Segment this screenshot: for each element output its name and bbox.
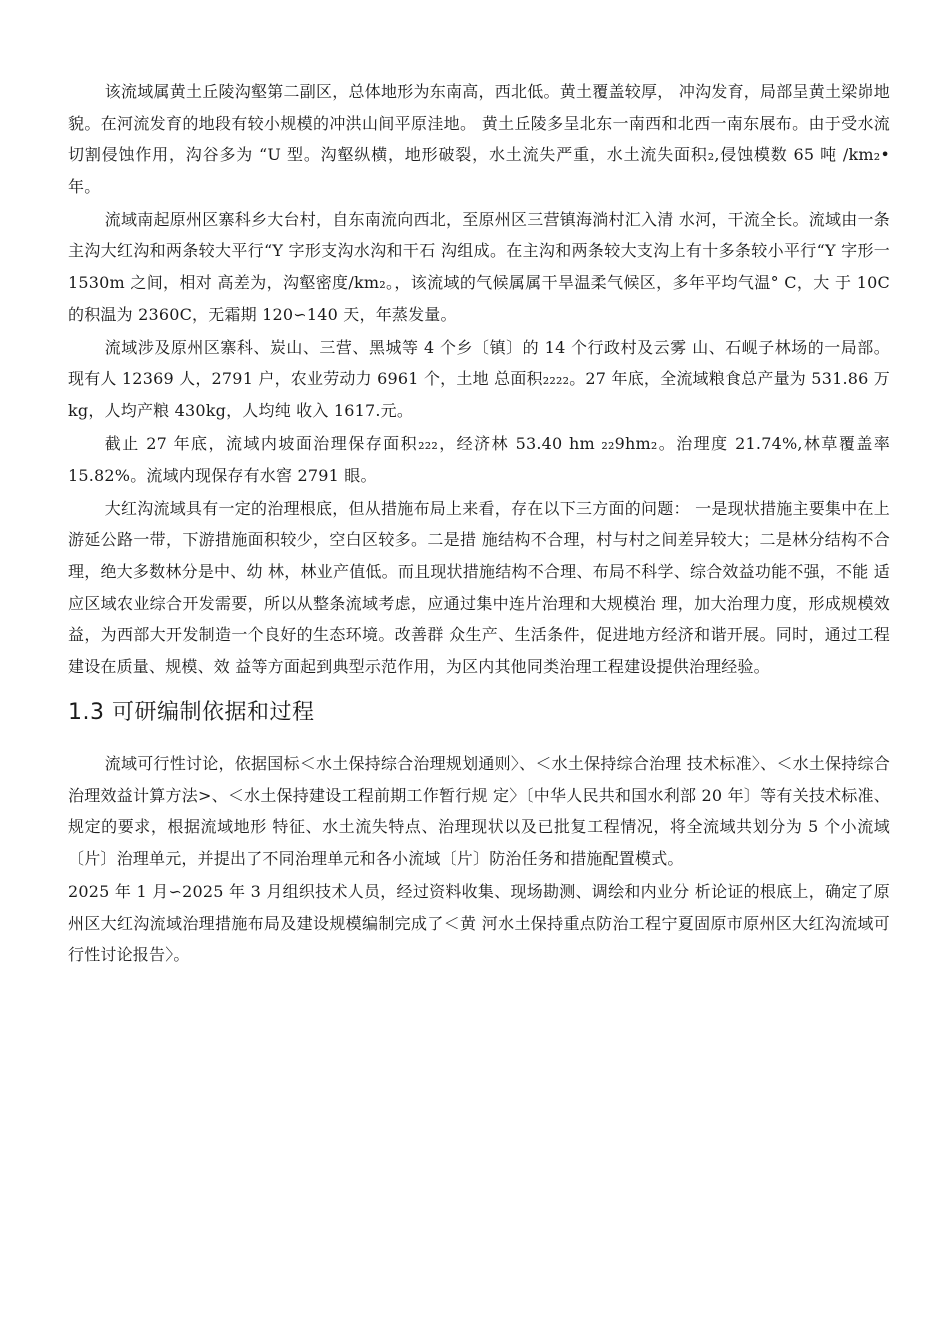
paragraph-terrain: 该流域属黄土丘陵沟壑第二副区，总体地形为东南高，西北低。黄土覆盖较厚， 冲沟发育，局部呈黄土梁峁地貌。在河流发育的地段有较小规模的冲洪山间平原洼地。 黄土丘陵多呈北东一南西和北西一南东展布。由于受水流切割侵蚀作用，沟谷多为 “U 型。沟壑纵横，地形破裂，水土流失严重，水土流失面积₂,侵蚀模数 65 吨 /km₂•年。 (68, 82, 890, 196)
paragraph-basis: 流域可行性讨论，依据国标＜水土保持综合治理规划通则〉、＜水土保持综合治理 技术标准〉、＜水土保持综合治理效益计算方法>、＜水土保持建设工程前期工作暂行规 定〉〔中华人民共和国水利部 20 年〕等有关技术标准、规定的要求，根据流域地形 特征、水土流失特点、治理现状以及已批复工程情况，将全流域共划分为 5 个小流域 〔片〕治理单元，并提出了不同治理单元和各小流域〔片〕防治任务和措施配置模式。 (68, 754, 890, 869)
paragraph-treatment-status: 截止 27 年底，流域内坡面治理保存面积₂₂₂，经济林 53.40 hm ₂₂9hm₂。治理度 21.74%,林草覆盖率 15.82%。流域内现保存有水窖 2791 眼。 (68, 434, 890, 485)
paragraph-problems: 大红沟流域具有一定的治理根底，但从措施布局上来看，存在以下三方面的问题： 一是现状措施主要集中在上游延公路一带，下游措施面积较少，空白区较多。二是措 施结构不合理，村与村之间差异较大；二是林分结构不合理，绝大多数林分是中、幼 林，林业产值低。而且现状措施结构不合理、布局不科学、综合效益功能不强，不能 适应区域农业综合开发需要，所以从整条流域考虑，应通过集中连片治理和大规模治 理，加大治理力度，形成规模效益，为西部大开发制造一个良好的生态环境。改善群 众生产、生活条件，促进地方经济和谐开展。同时，通过工程建设在质量、规模、效 益等方面起到典型示范作用，为区内其他同类治理工程建设提供治理经验。 (68, 498, 890, 676)
section-heading-1-3: 1.3 可研编制依据和过程 (68, 700, 315, 726)
paragraph-process: 2025 年 1 月∽2025 年 3 月组织技术人员，经过资料收集、现场勘测、调绘和内业分 析论证的根底上，确定了原州区大红沟流域治理措施布局及建设规模编制完成了＜黄 河水土保持重点防治工程宁夏固原市原州区大红沟流域可行性讨论报告〉。 (68, 882, 890, 965)
paragraph-watershed-extent: 流域南起原州区寨科乡大台村，自东南流向西北，至原州区三营镇海淌村汇入清 水河，干流全长。流域由一条主沟大红沟和两条较大平行“Y 字形支沟水沟和干石 沟组成。在主沟和两条较大支沟上有十多条较小平行“Y 字形一 1530m 之间，相对 高差为，沟壑密度/km₂。，该流域的气候属属干旱温柔气候区，多年平均气温° C，大 于 10C 的积温为 2360C，无霜期 120∽140 天，年蒸发量。 (68, 209, 890, 324)
document-body (68, 76, 890, 972)
paragraph-population: 流域涉及原州区寨科、炭山、三营、黑城等 4 个乡〔镇〕的 14 个行政村及云雾 山、石岘子林场的一局部。现有人 12369 人，2791 户，农业劳动力 6961 个，土地 总面积₂₂₂₂。27 年底，全流域粮食总产量为 531.86 万 kg，人均产粮 430kg，人均纯 收入 1617.元。 (68, 337, 890, 420)
